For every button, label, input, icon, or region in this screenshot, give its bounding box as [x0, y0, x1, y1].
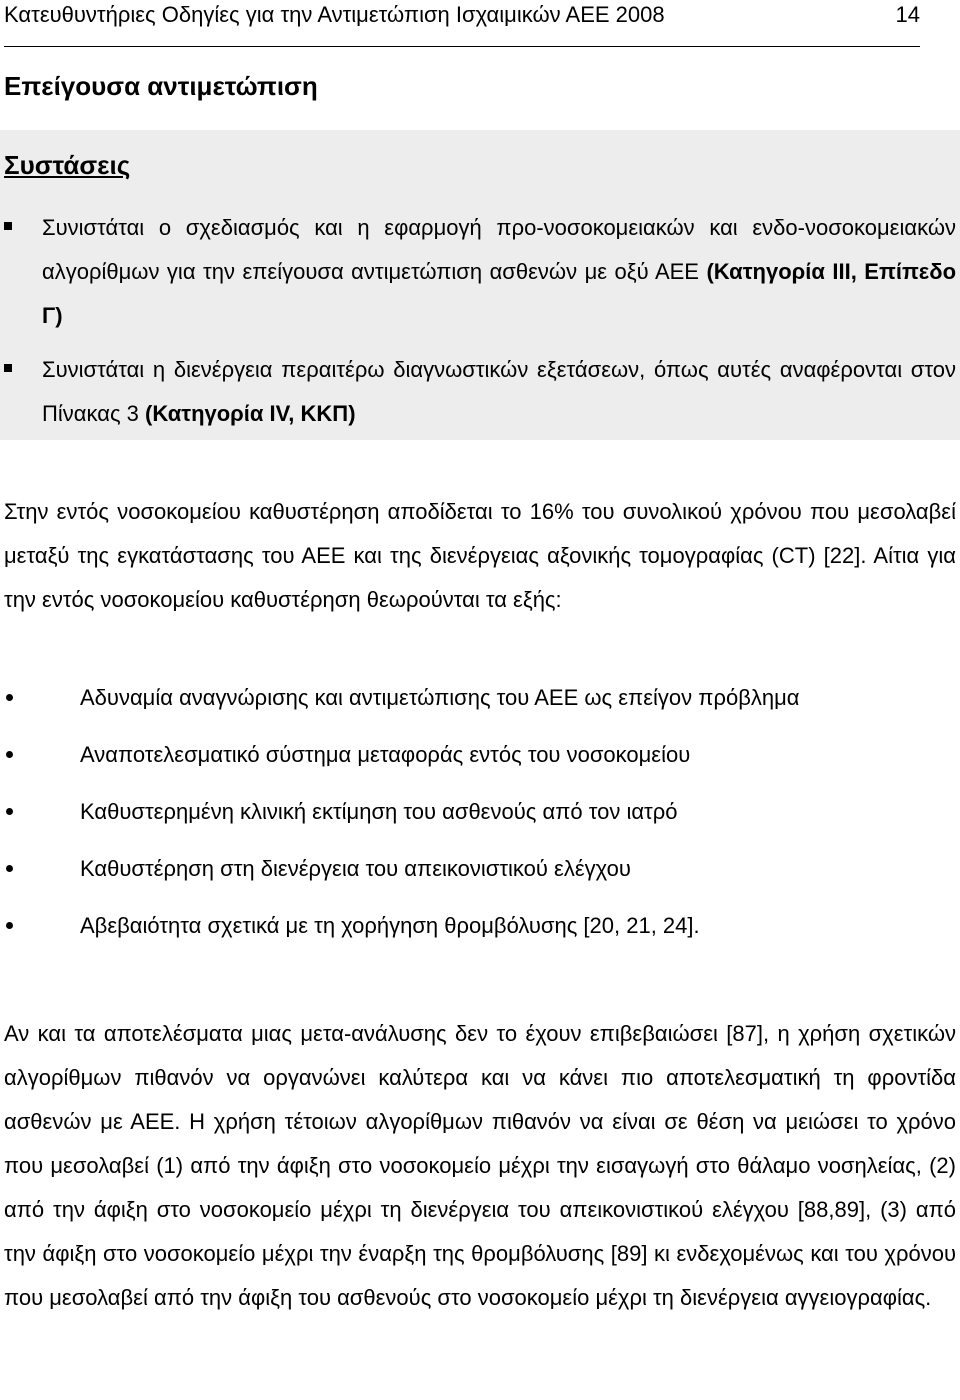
- square-bullet-icon: [4, 222, 12, 230]
- section-heading: Επείγουσα αντιμετώπιση: [4, 71, 318, 101]
- list-item: [0, 733, 960, 790]
- list-item-text: Καθυστερημένη κλινική εκτίμηση του ασθενούς από τον ιατρό: [80, 799, 678, 824]
- running-header: [4, 2, 920, 47]
- list-item: [0, 847, 960, 904]
- page-number: 14: [895, 2, 920, 27]
- bullet-icon: [6, 865, 13, 872]
- list-item: [0, 676, 960, 733]
- recommendation-strength: (Κατηγορία ΙΙΙ, Επίπεδο Γ): [42, 259, 957, 328]
- bullet-icon: [6, 751, 13, 758]
- recommendation-text: Συνιστάται η διενέργεια περαιτέρω διαγνωστικών εξετάσεων, όπως αυτές αναφέρονται στον Πίνακας 3: [42, 357, 956, 426]
- bullet-icon: [6, 694, 13, 701]
- body-paragraph: Αν και τα αποτελέσματα μιας μετα-ανάλυσης δεν το έχουν επιβεβαιώσει [87], η χρήση σχετικών αλγορίθμων πιθανόν να οργανώνει καλύτερα και να κάνει πιο αποτελεσματική τη φροντίδα ασθενών με ΑΕΕ. Η χρήση τέτοιων αλγορίθμων πιθανόν να είναι σε θέση να μειώσει το χρόνο που μεσολαβεί (1) από την άφιξη στο νοσοκομείο μέχρι την εισαγωγή στο θάλαμο νοσηλείας, (2) από την άφιξη στο νοσοκομείο μέχρι τη διενέργεια του απεικονιστικού ελέγχου [88,89], (3) από την άφιξη στο νοσοκομείο μέχρι την έναρξη της θρομβόλυσης [89] κι ενδεχομένως και του χρόνου που μεσολαβεί από την άφιξη του ασθενούς στο νοσοκομείο μέχρι τη διενέργεια αγγειογραφίας.: [4, 1021, 956, 1310]
- list-item-text: Αναποτελεσματικό σύστημα μεταφοράς εντός του νοσοκομείου: [80, 742, 691, 767]
- body-paragraph: Στην εντός νοσοκομείου καθυστέρηση αποδίδεται το 16% του συνολικού χρόνου που μεσολαβεί μεταξύ της εγκατάστασης του ΑΕΕ και της διενέργειας αξονικής τομογραφίας (CT) [22]. Αίτια για την εντός νοσοκομείου καθυστέρηση θεωρούνται τα εξής:: [4, 499, 956, 612]
- list-item-text: Αδυναμία αναγνώρισης και αντιμετώπισης του ΑΕΕ ως επείγον πρόβλημα: [80, 685, 800, 710]
- list-item-text: Καθυστέρηση στη διενέργεια του απεικονιστικού ελέγχου: [80, 856, 631, 881]
- list-item: [0, 904, 960, 961]
- causes-list: [0, 676, 960, 961]
- bullet-icon: [6, 808, 13, 815]
- list-item: [0, 790, 960, 847]
- recommendation-item: [42, 348, 956, 436]
- recommendation-text: Συνιστάται ο σχεδιασμός και η εφαρμογή προ-νοσοκομειακών και ενδο-νοσοκομειακών αλγορίθμων για την επείγουσα αντιμετώπιση ασθενών με οξύ ΑΕΕ: [42, 215, 956, 284]
- recommendations-box: [0, 130, 960, 440]
- bullet-icon: [6, 922, 13, 929]
- recommendation-strength: (Κατηγορία ΙV, ΚΚΠ): [145, 401, 356, 426]
- recommendation-item: [42, 206, 956, 338]
- list-item-text: Αβεβαιότητα σχετικά με τη χορήγηση θρομβόλυσης [20, 21, 24].: [80, 913, 700, 938]
- running-header-title: Κατευθυντήριες Οδηγίες για την Αντιμετώπιση Ισχαιμικών ΑΕΕ 2008: [4, 2, 665, 27]
- recommendations-heading: Συστάσεις: [4, 150, 131, 180]
- square-bullet-icon: [4, 364, 12, 372]
